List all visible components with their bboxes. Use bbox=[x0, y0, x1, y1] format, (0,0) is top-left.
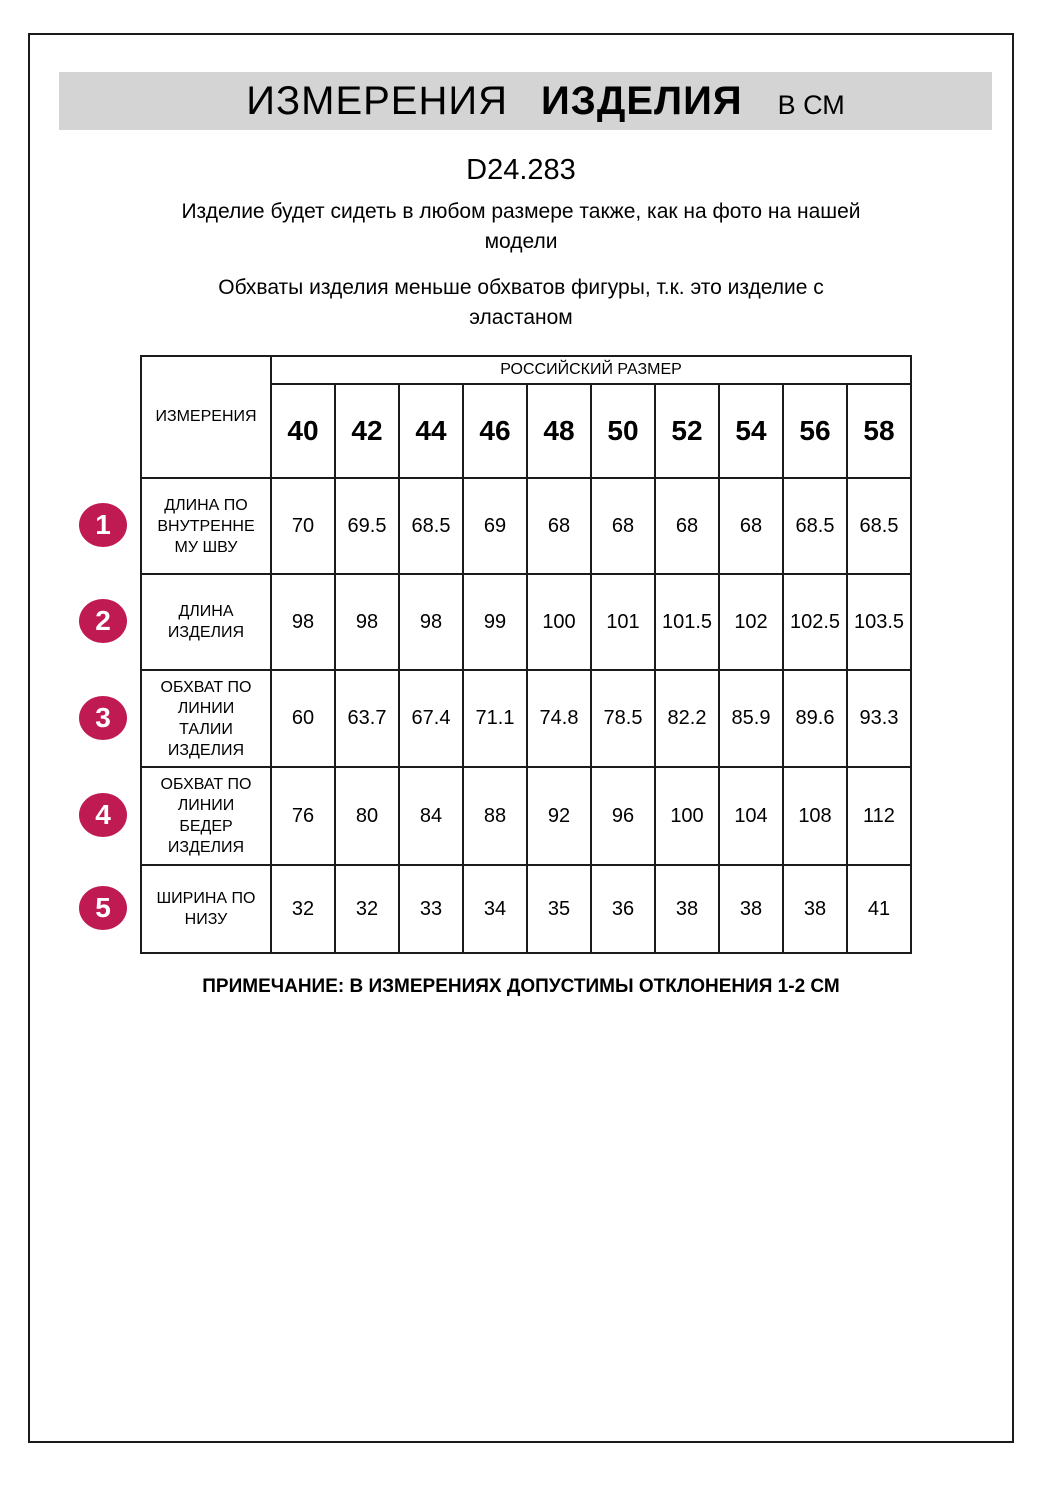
measurement-value: 35 bbox=[527, 865, 591, 953]
measurement-value: 32 bbox=[271, 865, 335, 953]
measurement-label: ДЛИНА ИЗДЕЛИЯ bbox=[141, 574, 271, 670]
measurement-value: 68 bbox=[591, 478, 655, 574]
measurement-value: 102.5 bbox=[783, 574, 847, 670]
measurement-label: ОБХВАТ ПО ЛИНИИ БЕДЕР ИЗДЕЛИЯ bbox=[141, 767, 271, 865]
measurement-value: 33 bbox=[399, 865, 463, 953]
measurement-value: 38 bbox=[719, 865, 783, 953]
measurement-value: 38 bbox=[655, 865, 719, 953]
page-border-frame bbox=[28, 33, 1014, 1443]
title-measurements: ИЗМЕРЕНИЯ bbox=[246, 79, 509, 123]
measurement-value: 41 bbox=[847, 865, 911, 953]
row-marker-1: 1 bbox=[79, 503, 127, 547]
row-marker-5: 5 bbox=[79, 886, 127, 930]
measurement-value: 85.9 bbox=[719, 670, 783, 767]
table-row bbox=[141, 767, 911, 865]
measurement-value: 68.5 bbox=[847, 478, 911, 574]
measurement-value: 36 bbox=[591, 865, 655, 953]
size-header-cell: 46 bbox=[463, 384, 527, 478]
measurement-value: 101 bbox=[591, 574, 655, 670]
measurement-value: 84 bbox=[399, 767, 463, 865]
measurement-value: 68 bbox=[655, 478, 719, 574]
measurement-value: 60 bbox=[271, 670, 335, 767]
measurement-value: 103.5 bbox=[847, 574, 911, 670]
measurement-value: 78.5 bbox=[591, 670, 655, 767]
measurement-value: 68 bbox=[719, 478, 783, 574]
row-marker-4: 4 bbox=[79, 793, 127, 837]
measurement-value: 67.4 bbox=[399, 670, 463, 767]
table-row bbox=[141, 478, 911, 574]
measurement-value: 74.8 bbox=[527, 670, 591, 767]
measurement-value: 34 bbox=[463, 865, 527, 953]
product-code: D24.283 bbox=[466, 154, 576, 186]
measurement-value: 101.5 bbox=[655, 574, 719, 670]
size-header-cell: 40 bbox=[271, 384, 335, 478]
measurement-value: 38 bbox=[783, 865, 847, 953]
measurement-value: 69 bbox=[463, 478, 527, 574]
measurement-value: 70 bbox=[271, 478, 335, 574]
intro-paragraph-fit: Изделие будет сидеть в любом размере также, как на фото на нашей модели bbox=[181, 200, 861, 253]
size-header-cell: 50 bbox=[591, 384, 655, 478]
size-header-cell: 56 bbox=[783, 384, 847, 478]
size-header-cell: 42 bbox=[335, 384, 399, 478]
size-group-header-row bbox=[141, 356, 911, 384]
table-row bbox=[141, 574, 911, 670]
measurement-value: 92 bbox=[527, 767, 591, 865]
measurement-value: 68.5 bbox=[399, 478, 463, 574]
measurement-value: 96 bbox=[591, 767, 655, 865]
measurement-value: 68 bbox=[527, 478, 591, 574]
row-marker-2: 2 bbox=[79, 599, 127, 643]
table-row bbox=[141, 865, 911, 953]
measurement-value: 102 bbox=[719, 574, 783, 670]
measurement-value: 98 bbox=[271, 574, 335, 670]
measurements-column-header: ИЗМЕРЕНИЯ bbox=[141, 356, 271, 478]
size-header-cell: 44 bbox=[399, 384, 463, 478]
measurement-value: 88 bbox=[463, 767, 527, 865]
measurement-value: 89.6 bbox=[783, 670, 847, 767]
measurement-value: 112 bbox=[847, 767, 911, 865]
title-unit: В СМ bbox=[777, 90, 845, 120]
measurement-label: ШИРИНА ПО НИЗУ bbox=[141, 865, 271, 953]
size-table bbox=[140, 355, 912, 954]
size-header-cell: 58 bbox=[847, 384, 911, 478]
russian-size-header: РОССИЙСКИЙ РАЗМЕР bbox=[271, 356, 911, 384]
measurement-label: ОБХВАТ ПО ЛИНИИ ТАЛИИ ИЗДЕЛИЯ bbox=[141, 670, 271, 767]
intro-paragraph-elastane: Обхваты изделия меньше обхватов фигуры, т.к. это изделие с эластаном bbox=[218, 276, 824, 329]
size-header-cell: 52 bbox=[655, 384, 719, 478]
measurement-value: 98 bbox=[335, 574, 399, 670]
measurement-value: 68.5 bbox=[783, 478, 847, 574]
row-marker-3: 3 bbox=[79, 696, 127, 740]
measurement-value: 69.5 bbox=[335, 478, 399, 574]
measurement-value: 108 bbox=[783, 767, 847, 865]
size-header-cell: 54 bbox=[719, 384, 783, 478]
measurement-value: 32 bbox=[335, 865, 399, 953]
note-text: ПРИМЕЧАНИЕ: В ИЗМЕРЕНИЯХ ДОПУСТИМЫ ОТКЛОНЕНИЯ 1-2 СМ bbox=[202, 976, 840, 997]
measurement-value: 98 bbox=[399, 574, 463, 670]
title-product-word: ИЗДЕЛИЯ bbox=[541, 79, 743, 123]
title-banner bbox=[59, 72, 992, 130]
measurement-value: 80 bbox=[335, 767, 399, 865]
measurement-label: ДЛИНА ПО ВНУТРЕННЕ МУ ШВУ bbox=[141, 478, 271, 574]
measurement-value: 71.1 bbox=[463, 670, 527, 767]
measurement-value: 63.7 bbox=[335, 670, 399, 767]
measurement-value: 93.3 bbox=[847, 670, 911, 767]
size-header-cell: 48 bbox=[527, 384, 591, 478]
measurement-value: 104 bbox=[719, 767, 783, 865]
measurement-value: 99 bbox=[463, 574, 527, 670]
table-row bbox=[141, 670, 911, 767]
measurement-value: 76 bbox=[271, 767, 335, 865]
measurement-value: 100 bbox=[655, 767, 719, 865]
measurement-value: 82.2 bbox=[655, 670, 719, 767]
measurement-value: 100 bbox=[527, 574, 591, 670]
